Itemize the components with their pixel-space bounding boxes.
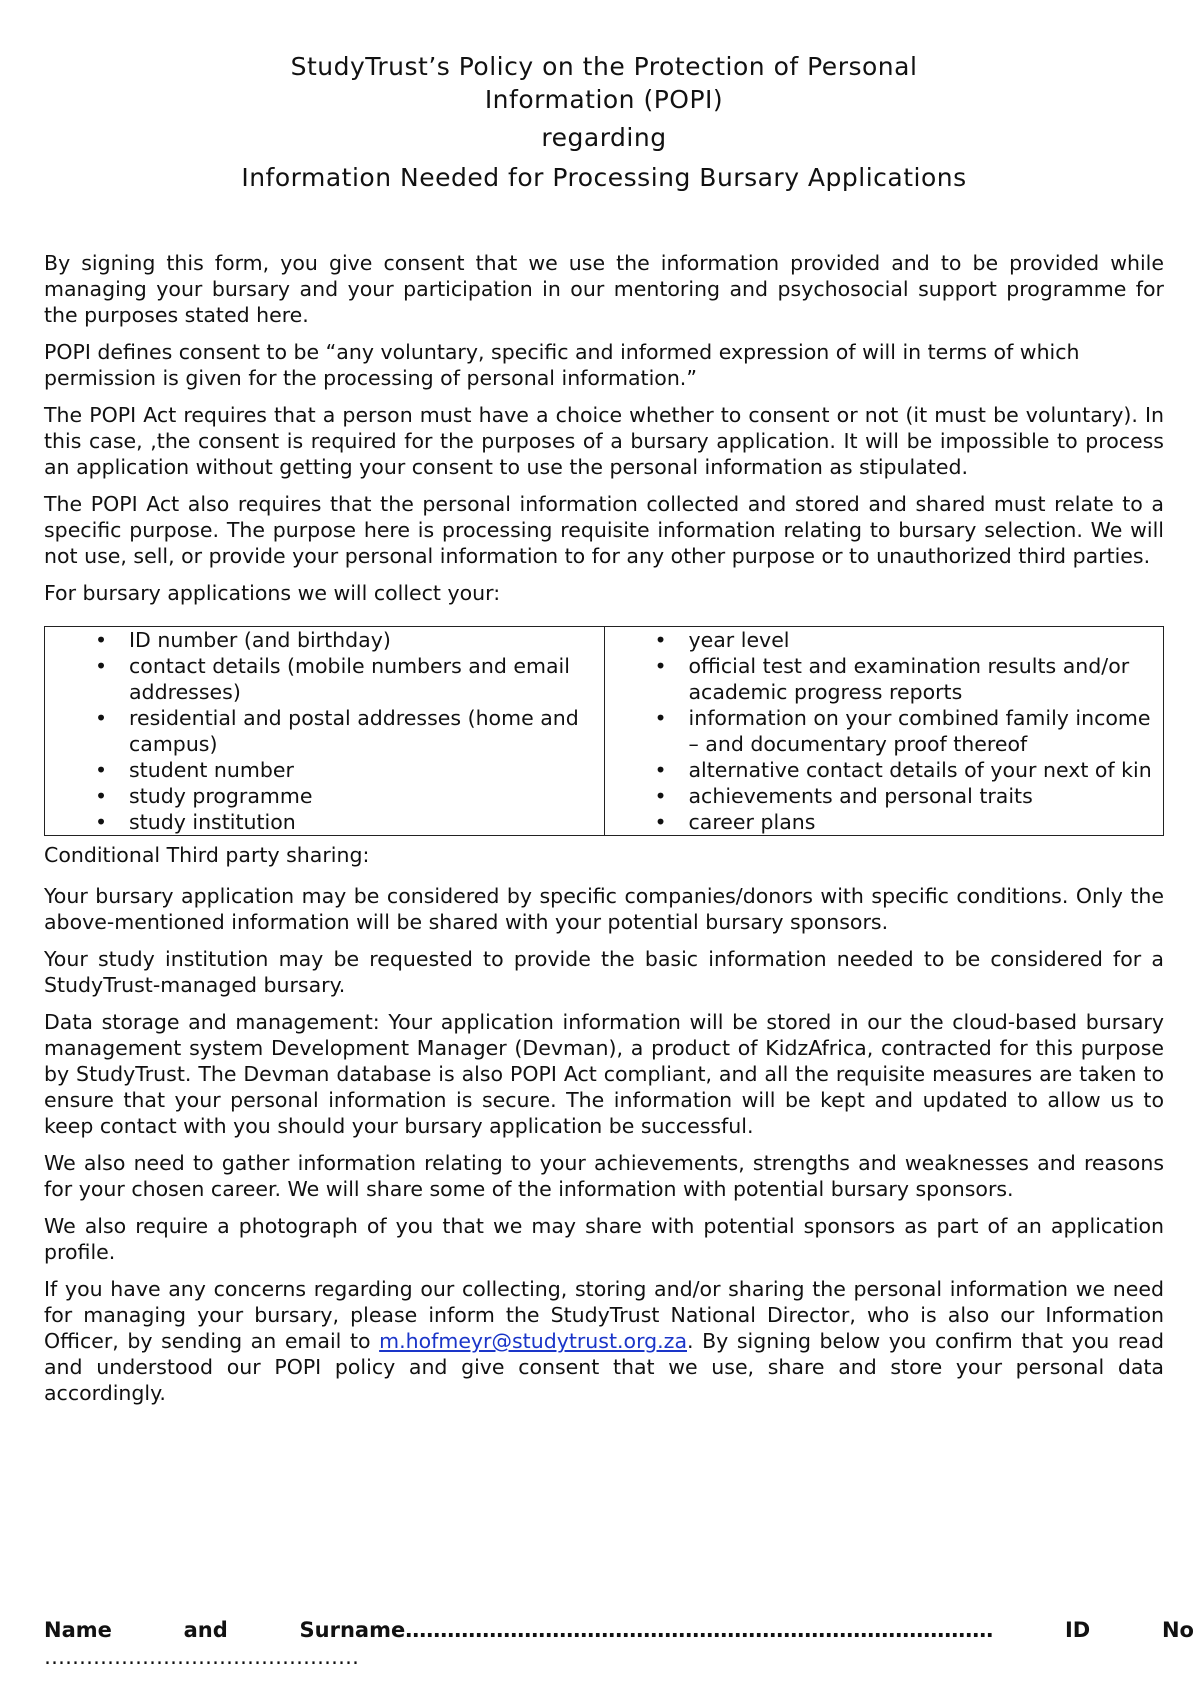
collected-info-table (44, 626, 1164, 836)
list-item: • study institution (129, 809, 604, 835)
collect-intro: For bursary applications we will collect your: (44, 581, 501, 605)
title-line-3: regarding (541, 123, 667, 152)
purpose-paragraph: The POPI Act also requires that the personal information collected and stored and shared must relate to a specific purpose. The purpose here is processing requisite information relating to bursary selection. We will not use, sell, or provide your personal information to for any other purpose or to unauthorized third parties. (44, 492, 1164, 568)
no-label: No (1161, 1618, 1194, 1642)
email-link[interactable]: m.hofmeyr@studytrust.org.za (379, 1329, 687, 1353)
document-page (44, 0, 1164, 1405)
title-line-1: StudyTrust’s Policy on the Protection of Personal (290, 52, 918, 81)
list-item: • ID number (and birthday) (129, 627, 604, 653)
list-item: • career plans (689, 809, 1164, 835)
list-item: • study programme (129, 783, 604, 809)
concerns-text: If you have any concerns regarding our collecting, storing and/or sharing the personal information we need for managing your bursary, please inform the StudyTrust National Director, who is also our Information Officer, by sending an email to (44, 1277, 1164, 1353)
collected-info-right (604, 627, 1164, 836)
popi-definition-paragraph: POPI defines consent to be “any voluntary, specific and informed expression of will in terms of which permission is given for the processing of personal information.” (44, 340, 1080, 390)
title-line-4: Information Needed for Processing Bursary Applications (241, 163, 967, 192)
concerns-paragraph (44, 1276, 1164, 1406)
document-body (44, 250, 1164, 1417)
consent-paragraph: By signing this form, you give consent that we use the information provided and to be provided while managing your bursary and your participation in our mentoring and psychosocial support programme for the purposes stated here. (44, 251, 1164, 327)
list-item: • alternative contact details of your next of kin (689, 757, 1164, 783)
sponsor-sharing-paragraph: Your bursary application may be considered by specific companies/donors with specific conditions. Only the above-mentioned information will be shared with your potential bursary sponsors. (44, 884, 1164, 934)
and-label: and (183, 1618, 228, 1642)
list-item: • contact details (mobile numbers and email addresses) (129, 653, 604, 705)
name-id-row (44, 1615, 1194, 1645)
list-item: • year level (689, 627, 1164, 653)
name-label: Name (44, 1618, 112, 1642)
data-storage-paragraph: Data storage and management: Your application information will be stored in our the cloud-based bursary management system Development Manager (Devman), a product of KidzAfrica, contracted for this purpose by StudyTrust. The Devman database is also POPI Act compliant, and all the requisite measures are taken to ensure that your personal information is secure. The information will be kept and updated to allow us to keep contact with you should your bursary application be successful. (44, 1010, 1164, 1138)
institution-paragraph: Your study institution may be requested to provide the basic information needed to be considered for a StudyTrust-managed bursary. (44, 947, 1164, 997)
title-line-2: Information (POPI) (484, 85, 724, 114)
sharing-heading: Conditional Third party sharing: (44, 843, 370, 867)
signature-block (44, 1615, 1194, 1669)
list-item: • official test and examination results and/or academic progress reports (689, 653, 1164, 705)
list-item: • achievements and personal traits (689, 783, 1164, 809)
id-label: ID (1064, 1618, 1091, 1642)
voluntary-paragraph: The POPI Act requires that a person must have a choice whether to consent or not (it must be voluntary). In this case, ,the consent is required for the purposes of a bursary application. It will be impossible to process an application without getting your consent to use the personal information as stipulated. (44, 403, 1164, 479)
achievements-paragraph: We also need to gather information relating to your achievements, strengths and weaknesses and reasons for your chosen career. We will share some of the information with potential bursary sponsors. (44, 1151, 1164, 1201)
collected-info-left (45, 627, 605, 836)
list-item: • student number (129, 757, 604, 783)
list-item: • information on your combined family income – and documentary proof thereof (689, 705, 1164, 757)
document-title (44, 50, 1164, 194)
consent-confirmation-text: . By signing below you confirm that you read and understood our POPI policy and give consent that we use, share and store your personal data accordingly. (44, 1329, 1164, 1405)
id-number-field[interactable]: ……………………………………… (44, 1645, 359, 1669)
photograph-paragraph: We also require a photograph of you that we may share with potential sponsors as part of an application profile. (44, 1214, 1164, 1264)
surname-field[interactable]: Surname………………………………………………………………………… (299, 1618, 994, 1642)
list-item: • residential and postal addresses (home and campus) (129, 705, 604, 757)
